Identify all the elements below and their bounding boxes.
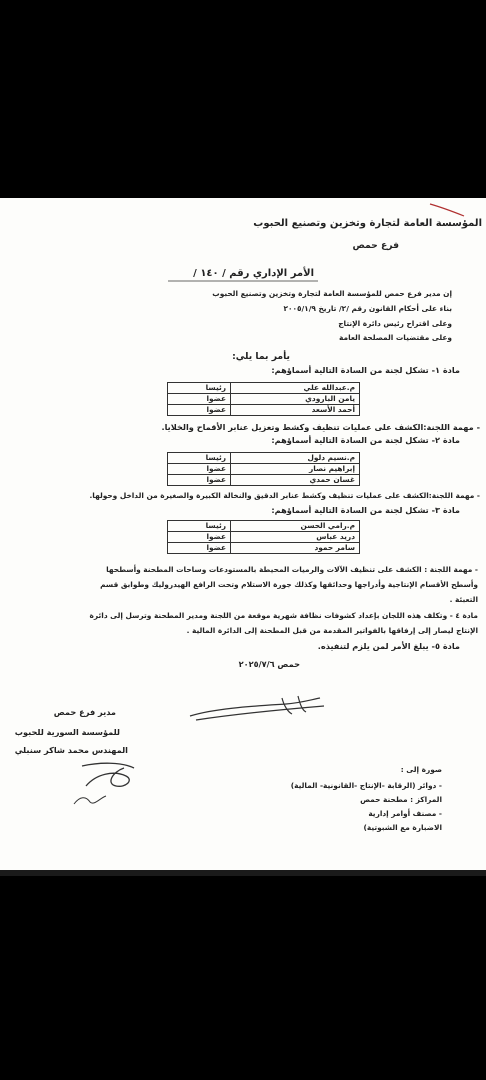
signature-scribble <box>186 694 328 724</box>
intro-line: وعلى مقتضيات المصلحة العامة <box>339 333 452 342</box>
page-bottom-edge <box>0 870 486 876</box>
committee-2-table <box>167 452 360 486</box>
table-row: م.نسيم دلول رئيسا <box>168 453 360 464</box>
table-row: م.عبدالله علي رئيسا <box>168 383 360 394</box>
table-row: دريد عباس عضوا <box>168 532 360 543</box>
intro-line: وعلى اقتراح رئيس دائرة الإنتاج <box>338 319 452 328</box>
copies-line: المراكز : مطحنة حمص <box>360 795 442 804</box>
organization-header: المؤسسة العامة لتجارة وتخزين وتصنيع الحبوب <box>253 218 482 229</box>
table-row: إبراهيم نصار عضوا <box>168 464 360 475</box>
table-row: غسان حمدي عضوا <box>168 475 360 486</box>
signatory-line: للمؤسسة السورية للحبوب <box>14 727 120 737</box>
signatory-line: المهندس محمد شاكر سنبلي <box>14 745 128 755</box>
intro-line: بناء على أحكام القانون رقم /٢/ تاريخ ٢٠٠٥/١/٩ <box>283 304 452 313</box>
title-underline <box>168 280 318 283</box>
task-1: - مهمة اللجنة:الكشف على عمليات تنظيف وكشط وتعزيل عنابر الأقماح والخلايا. <box>161 422 480 432</box>
article-2: مادة ٢- تشكل لجنة من السادة التالية أسماؤهم: <box>271 435 460 445</box>
article-4-line: مادة ٤ - وتكلف هذه اللجان بإعداد كشوفات نظافة شهرية موقعة من اللجنة ومدير المطحنة وترسل إلى دائرة <box>89 611 478 620</box>
intro-line: إن مدير فرع حمص للمؤسسة العامة لتجارة وتخزين وتصنيع الحبوب <box>212 289 452 298</box>
task-3-line: - مهمة اللجنة : الكشف على تنظيف الآلات والرميات المحيطة بالمستودعات وساحات المطحنة وأسطحها <box>106 565 478 574</box>
copies-line: - دوائر (الرقابة -الإنتاج -القانونية- المالية) <box>290 781 442 790</box>
pen-stroke-mark <box>428 200 468 218</box>
issue-date: حمص ٢٠٢٥/٧/٦ <box>238 659 300 669</box>
document-page <box>0 198 486 876</box>
article-1: مادة ١- تشكل لجنة من السادة التالية أسماؤهم: <box>271 365 460 375</box>
task-3-line: التعبئة . <box>449 595 478 604</box>
copies-heading: صورة إلى : <box>400 765 442 774</box>
signatory-line: مدير فرع حمص <box>53 707 116 717</box>
copies-line: الاضبارة مع الشبوتية) <box>363 823 442 832</box>
copies-initials <box>72 792 108 808</box>
decree-heading: يأمر بما يلي: <box>232 351 290 362</box>
task-3-line: وأسطح الأقسام الإنتاجية وأدراجها وحدائقها وكذلك جورة الاستلام وتحت الرافع الهيدروليك وطوابق قسم <box>100 580 478 589</box>
article-3: مادة ٣- تشكل لجنة من السادة التالية أسماؤهم: <box>271 505 460 515</box>
branch-name: فرع حمص <box>352 240 399 251</box>
director-signature <box>76 758 146 792</box>
task-2: - مهمة اللجنة:الكشف على عمليات تنظيف وكشط عنابر الدقيق والنخالة الكبيرة والصغيرة من الداخل وحولها. <box>89 491 480 500</box>
order-title: الأمر الإداري رقم / ١٤٠ / <box>193 268 314 279</box>
table-row: أحمد الأسعد عضوا <box>168 405 360 416</box>
article-4-line: الإنتاج ليصار إلى إرفاقها بالفواتير المقدمة من قبل المطحنة إلى الدائرة المالية . <box>186 626 478 635</box>
table-row: يامن البارودي عضوا <box>168 394 360 405</box>
committee-1-table <box>167 382 360 416</box>
table-row: م.رامي الحسن رئيسا <box>168 521 360 532</box>
copies-line: - مصنف أوامر إدارية <box>368 809 442 818</box>
committee-3-table <box>167 520 360 554</box>
table-row: سامر حمود عضوا <box>168 543 360 554</box>
article-5: مادة ٥- يبلغ الأمر لمن يلزم لتنفيذه. <box>317 641 460 651</box>
